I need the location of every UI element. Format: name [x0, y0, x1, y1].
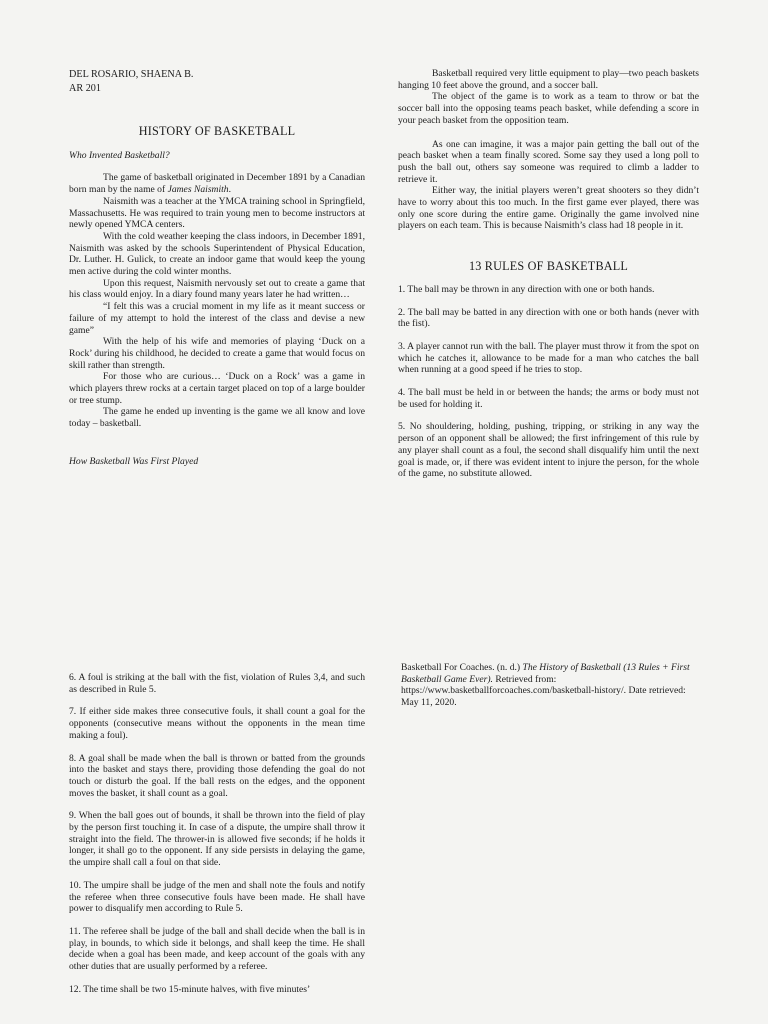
- paragraph-origin: The game of basketball originated in December 1891 by a Canadian born man by the name of James Naismith.: [69, 172, 365, 196]
- rule-item: 9. When the ball goes out of bounds, it shall be thrown into the field of play by the person first touching it. In case of a dispute, the umpire shall throw it straight into the field. The thrower-in is allowed five seconds; if he holds it longer, it shall go to the opponent. If any side persists in delaying the game, the umpire shall call a foul on that side.: [69, 810, 365, 869]
- document-title: HISTORY OF BASKETBALL: [138, 124, 296, 138]
- paragraph-equipment: Basketball required very little equipment to play—two peach baskets hanging 10 feet above the ground, and a soccer ball.: [398, 68, 699, 91]
- paragraph-duck-on-rock: With the help of his wife and memories of playing ‘Duck on a Rock’ during his childhood, he decided to create a game that would focus on skill rather than strength.: [69, 336, 365, 371]
- paragraph-curious: For those who are curious… ‘Duck on a Rock’ was a game in which players threw rocks at a certain target placed on top of a large boulder or tree stump.: [69, 371, 365, 406]
- subheading-first-played: How Basketball Was First Played: [69, 455, 199, 467]
- paragraph-object: The object of the game is to work as a team to throw or bat the soccer ball into the opposing teams peach basket, while defending a score in your peach basket from the opposition team.: [398, 91, 699, 126]
- paragraph-peach-basket: As one can imagine, it was a major pain getting the ball out of the peach basket when a team finally scored. Some say they used a long poll to push the ball out, others say someone was required to climb a ladder to retrieve it.: [398, 138, 699, 185]
- paragraph-cold-weather: With the cold weather keeping the class indoors, in December 1891, Naismith was asked by the schools Superintendent of Physical Education, Dr. Luther. H. Gulick, to create an indoor game that would keep the young men active during the cold winter months.: [69, 230, 365, 278]
- paragraph-request: Upon this request, Naismith nervously set out to create a game that his class would enjoy. In a diary found many years later he had written…: [69, 277, 365, 301]
- rules-title: 13 RULES OF BASKETBALL: [468, 259, 629, 274]
- paragraph-diary-quote: “I felt this was a crucial moment in my life as it meant success or failure of my attempt to hold the interest of the class and devise a new game”: [69, 301, 365, 336]
- rule-item: 4. The ball must be held in or between the hands; the arms or body must not be used for holding it.: [398, 387, 699, 410]
- inventor-name: James Naismith: [167, 184, 229, 196]
- author-name: DEL ROSARIO, SHAENA B.: [69, 69, 194, 80]
- rule-item: 1. The ball may be thrown in any direction with one or both hands.: [398, 283, 655, 295]
- rule-item: 10. The umpire shall be judge of the men and shall note the fouls and notify the referee when three consecutive fouls have been made. He shall have power to disqualify men according to Rule 5.: [69, 879, 365, 915]
- rule-item: 3. A player cannot run with the ball. The player must throw it from the spot on which he catches it, allowance to be made for a man who catches the ball when running at a good speed if he tries to stop.: [398, 340, 699, 376]
- subheading-who-invented: Who Invented Basketball?: [69, 149, 170, 161]
- paragraph-basketball: The game he ended up inventing is the game we all know and love today – basketball.: [69, 406, 365, 430]
- right-column-top: [398, 68, 699, 491]
- rule-item: 5. No shouldering, holding, pushing, tripping, or striking in any way the person of an opponent shall be allowed; the first infringement of this rule by any player shall count as a foul, the second shall disqualify him until the next goal is made, or, if there was evident intent to injure the person, for the whole of the game, no substitute allowed.: [398, 421, 699, 480]
- rule-item: 12. The time shall be two 15-minute halves, with five minutes’: [69, 983, 311, 995]
- rule-item: 6. A foul is striking at the ball with the fist, violation of Rules 3,4, and such as described in Rule 5.: [69, 672, 365, 695]
- rule-item: 2. The ball may be batted in any direction with one or both hands (never with the fist).: [398, 306, 699, 330]
- rule-item: 8. A goal shall be made when the ball is thrown or batted from the grounds into the basket and stays there, providing those defending the goal do not touch or disturb the goal. If the ball rests on the edges, and the opponent moves the basket, it shall count as a goal.: [69, 752, 365, 799]
- reference-retrieved: Retrieved from: https://www.basketballforcoaches.com/basketball-history/. Date retrieved: May 11, 2020.: [401, 673, 686, 709]
- rule-item: 11. The referee shall be judge of the ball and shall decide when the ball is in play, in bounds, to which side it belongs, and shall keep the time. He shall decide when a goal has been made, and keep account of the goals with any other duties that are usually performed by a referee.: [69, 925, 365, 973]
- rule-item: 7. If either side makes three consecutive fouls, it shall count a goal for the opponents (consecutive means without the opponents in the mean time making a foul).: [69, 706, 365, 741]
- paragraph-ymca: Naismith was a teacher at the YMCA training school in Springfield, Massachusetts. He was required to train young men to become instructors at newly opened YMCA centers.: [69, 195, 365, 231]
- reference-author: Basketball For Coaches. (n. d.): [401, 662, 523, 673]
- author-section: AR 201: [69, 82, 101, 94]
- reference-block: [401, 662, 699, 709]
- left-column-top: [69, 68, 365, 468]
- paragraph-first-game: Either way, the initial players weren’t great shooters so they didn’t have to worry about this too much. In the first game ever played, there was only one score during the entire game. Originally the game involved nine players on each team. This is because Naismith’s class had 18 people in it.: [398, 185, 699, 232]
- left-column-bottom: [69, 672, 365, 1006]
- reference-title: The History of Basketball (13 Rules + First Basketball Game Ever).: [401, 662, 690, 685]
- reference-entry: [401, 662, 699, 709]
